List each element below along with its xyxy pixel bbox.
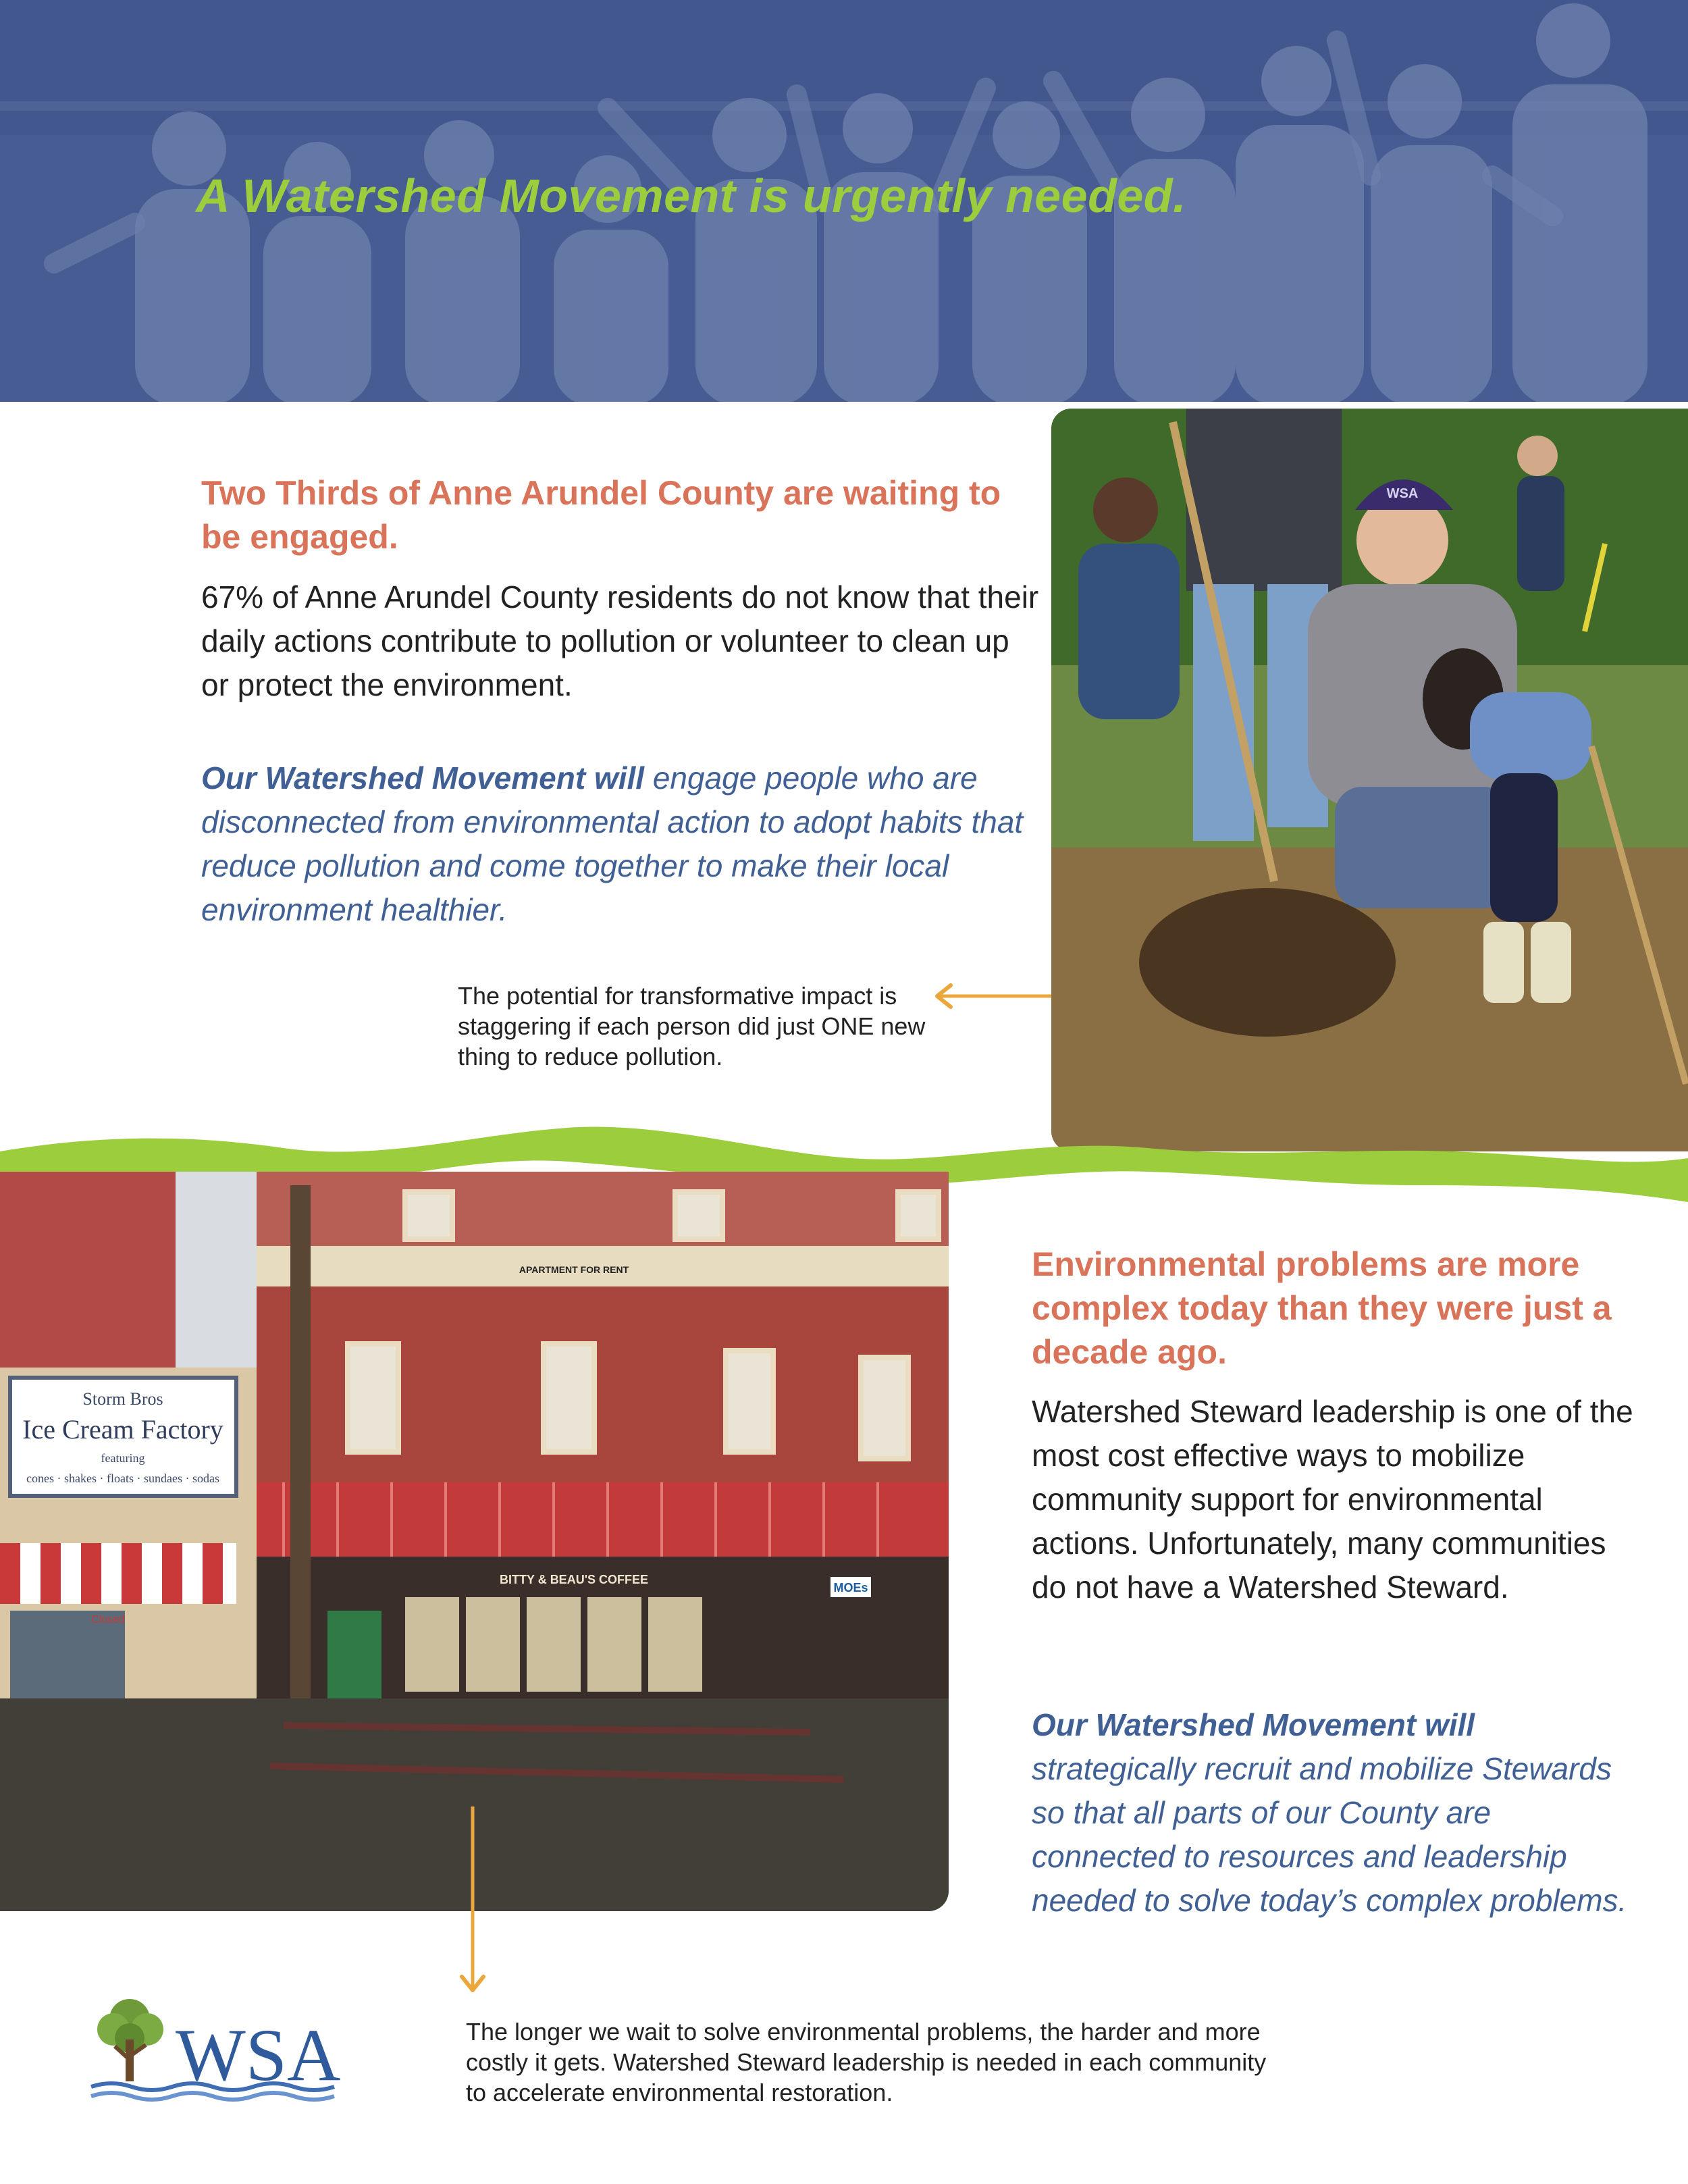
sign-ice-cream-factory: Ice Cream Factory [22, 1414, 223, 1445]
section2-commitment [1032, 1703, 1639, 1923]
wsa-logo-text: WSA [176, 2014, 341, 2096]
sign-storm-bros: Storm Bros [82, 1389, 163, 1409]
hero-banner [0, 0, 1688, 402]
wsa-logo [88, 1992, 344, 2107]
callout-arrow-down-icon [459, 1806, 486, 2002]
tree-icon [97, 1999, 163, 2081]
sign-featuring: featuring [101, 1451, 145, 1465]
hero-title: A Watershed Movement is urgently needed. [196, 170, 1186, 222]
section1-commitment-lead: Our Watershed Movement will [201, 760, 645, 796]
section1-body: 67% of Anne Arundel County residents do not know that their daily actions contribute to pollution or volunteer to clean up or protect the environment. [201, 579, 1039, 702]
section2-commitment-text: strategically recruit and mobilize Stewards so that all parts of our County are connected to resources and leadership needed to solve today’s complex problems. [1032, 1751, 1627, 1918]
sign-items: cones · shakes · floats · sundaes · sodas [26, 1472, 219, 1485]
coffee-shop-sign: BITTY & BEAU'S COFFEE [500, 1573, 648, 1586]
section2-commitment-lead: Our Watershed Movement will [1032, 1707, 1475, 1742]
section2-callout: The longer we wait to solve environmental problems, the harder and more costly it gets. Watershed Steward leadership is needed in each community to accelerate environmental restoration. [466, 2018, 1267, 2106]
section1-commitment [201, 756, 1045, 932]
tree-planting-photo [1051, 409, 1688, 1151]
cap-logo-text: WSA [1386, 486, 1419, 501]
flooded-street-photo [0, 1172, 949, 1911]
moes-sign: MOEs [833, 1581, 868, 1594]
section2-heading: Environmental problems are more complex today than they were just a decade ago. [1032, 1245, 1612, 1371]
section1-commitment-text: engage people who are disconnected from environmental action to adopt habits that reduce pollution and come together to make their local environment healthier. [201, 760, 1024, 927]
section1-callout: The potential for transformative impact is staggering if each person did just ONE new thing to reduce pollution. [458, 982, 926, 1070]
closed-sign: Closed [91, 1614, 125, 1626]
section2-body: Watershed Steward leadership is one of the most cost effective ways to mobilize community support for environmental actions. Unfortunately, many communities do not have a Watershed Steward. [1032, 1394, 1633, 1605]
apartment-for-rent-sign: APARTMENT FOR RENT [519, 1264, 629, 1275]
striped-awning [0, 1543, 236, 1604]
section1-heading: Two Thirds of Anne Arundel County are waiting to be engaged. [201, 474, 1001, 556]
